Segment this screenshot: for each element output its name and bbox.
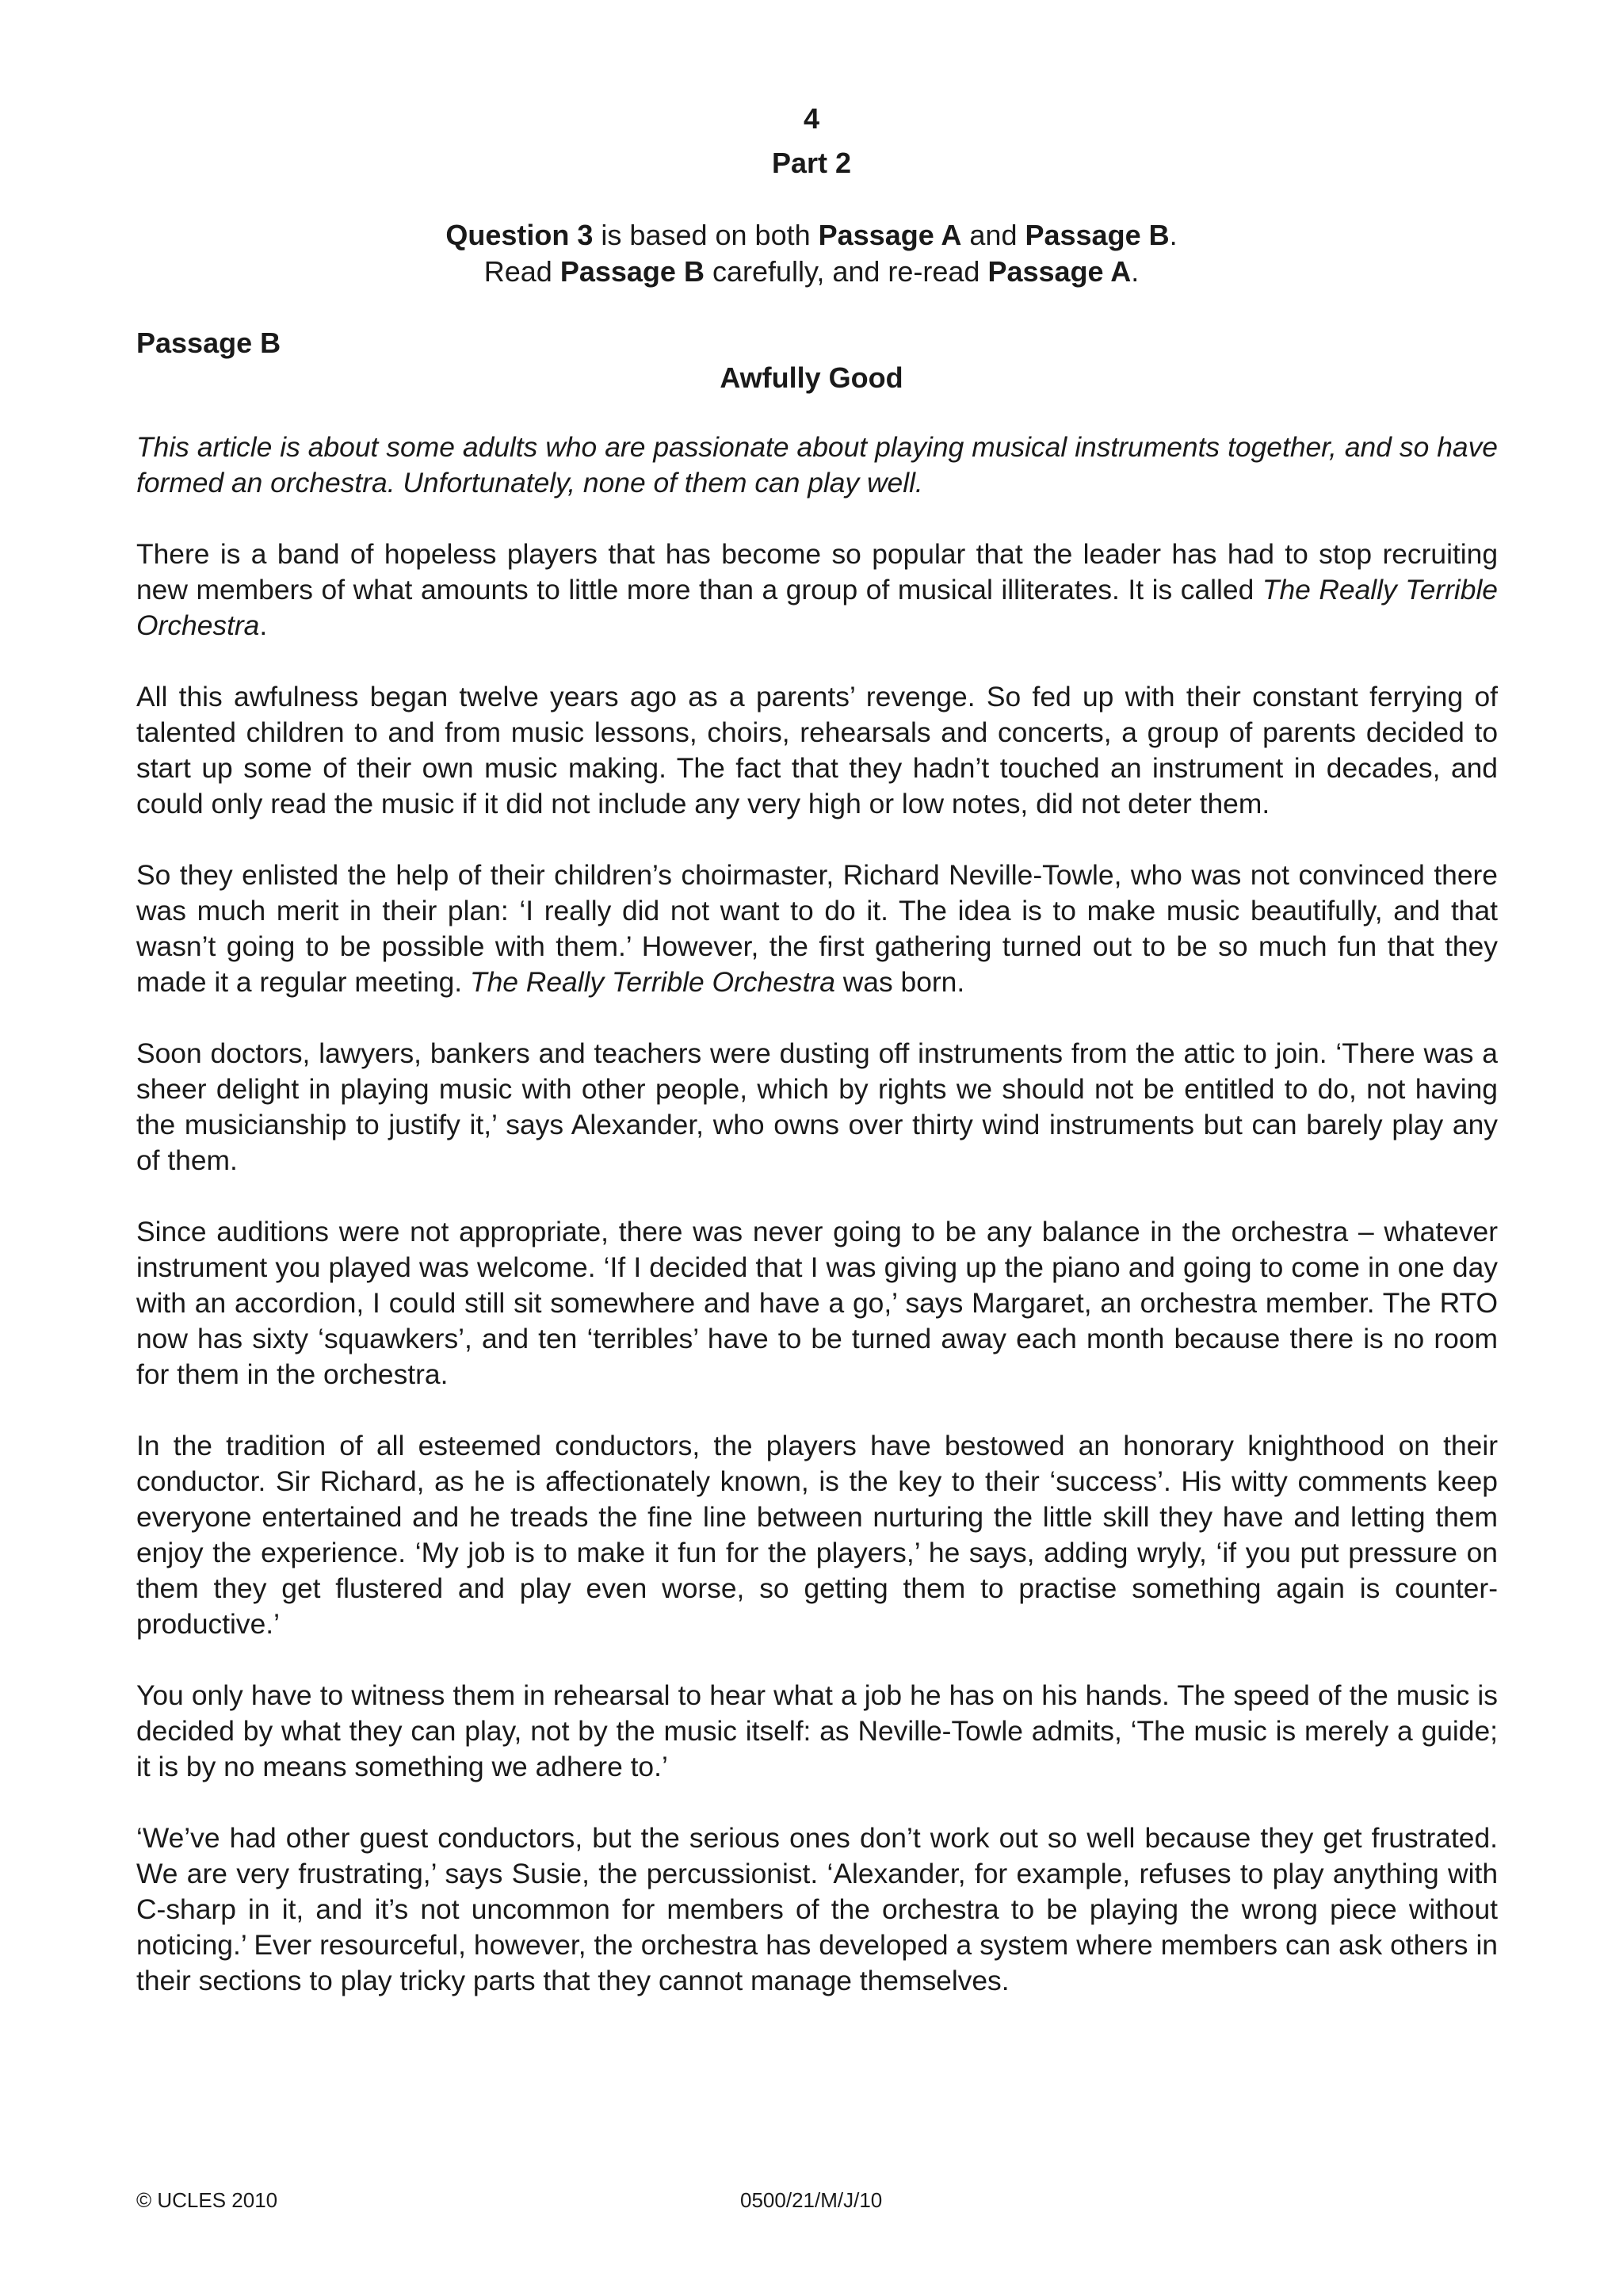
orchestra-name: The Really Terrible Orchestra bbox=[136, 574, 1498, 641]
instructions bbox=[0, 217, 1623, 290]
paragraph-text: There is a band of hopeless players that has become so popular that the leader has had to stop recruiting new members of what amounts to little more than a group of musical illiterates. It is called bbox=[136, 538, 1498, 606]
passage-body bbox=[136, 430, 1498, 2034]
paragraph-5: Since auditions were not appropriate, there was never going to be any balance in the orchestra – whatever instrument you played was welcome. ‘If I decided that I was giving up the piano and going to come in one day with an accordion, I could still sit somewhere and have a go,’ says Margaret, an orchestra member. The RTO now has sixty ‘squawkers’, and ten ‘terribles’ have to be turned away each month because there is no room for them in the orchestra. bbox=[136, 1216, 1498, 1390]
paragraph-2: All this awfulness began twelve years ago as a parents’ revenge. So fed up with their constant ferrying of talented children to and from music lessons, choirs, rehearsals and concerts, a group of parents decided to start up some of their own music making. The fact that they hadn’t touched an instrument in decades, and could only read the music if it did not include any very high or low notes, did not deter them. bbox=[136, 681, 1498, 819]
instruction-text: . bbox=[1131, 255, 1140, 288]
passage-label: Passage B bbox=[136, 327, 281, 359]
passage-title: Awfully Good bbox=[720, 361, 903, 394]
paragraph-text: was born. bbox=[834, 966, 965, 998]
instruction-text: . bbox=[1169, 219, 1178, 251]
instruction-text: Read bbox=[483, 255, 560, 288]
passage-b-ref: Passage B bbox=[559, 255, 705, 288]
instruction-text: and bbox=[961, 219, 1025, 251]
paragraph-1 bbox=[136, 537, 1498, 644]
instruction-text: carefully, and re-read bbox=[704, 255, 988, 288]
passage-b-ref: Passage B bbox=[1025, 219, 1170, 251]
paragraph-text: So they enlisted the help of their children’s choirmaster, Richard Neville-Towle, who was not convinced there was much merit in their plan: ‘I really did not want to do it. The idea is to make music beautifully, and that wasn’t going to be possible with them.’ However, the first gathering turned out to be so much fun that they made it a regular meeting. bbox=[136, 859, 1498, 998]
instruction-text: is based on both bbox=[593, 219, 819, 251]
part-title: Part 2 bbox=[771, 147, 852, 179]
instruction-line-2 bbox=[0, 254, 1623, 290]
paragraph-3 bbox=[136, 858, 1498, 1000]
footer-copyright: © UCLES 2010 bbox=[136, 2188, 278, 2212]
paragraph-6: In the tradition of all esteemed conductors, the players have bestowed an honorary knighthood on their conductor. Sir Richard, as he is affectionately known, is the key to their ‘success’. His witty comments keep everyone entertained and he treads the fine line between nurturing the little skill they have and letting them enjoy the experience. ‘My job is to make it fun for the players,’ he says, adding wryly, ‘if you put pressure on them they get flustered and play even worse, so getting them to practise something again is counter-productive.’ bbox=[136, 1430, 1498, 1640]
paragraph-8: ‘We’ve had other guest conductors, but the serious ones don’t work out so well because they get frustrated. We are very frustrating,’ says Susie, the percussionist. ‘Alexander, for example, refuses to play anything with C-sharp in it, and it’s not uncommon for members of the orchestra to be playing the wrong piece without noticing.’ Ever resourceful, however, the orchestra has developed a system where members can ask others in their sections to play tricky parts that they cannot manage themselves. bbox=[136, 1822, 1498, 1996]
question-ref: Question 3 bbox=[445, 219, 594, 251]
passage-a-ref: Passage A bbox=[818, 219, 962, 251]
passage-a-ref: Passage A bbox=[987, 255, 1132, 288]
passage-intro: This article is about some adults who are passionate about playing musical instruments together, and so have formed an orchestra. Unfortunately, none of them can play well. bbox=[136, 431, 1498, 499]
footer-paper-code: 0500/21/M/J/10 bbox=[740, 2188, 883, 2212]
paragraph-7: You only have to witness them in rehearsal to hear what a job he has on his hands. The speed of the music is decided by what they can play, not by the music itself: as Neville-Towle admits, ‘The music is merely a guide; it is by no means something we adhere to.’ bbox=[136, 1679, 1498, 1782]
orchestra-name: The Really Terrible Orchestra bbox=[469, 966, 835, 998]
paragraph-text: . bbox=[259, 609, 268, 641]
page-number: 4 bbox=[803, 102, 820, 135]
instruction-line-1 bbox=[0, 217, 1623, 254]
paragraph-4: Soon doctors, lawyers, bankers and teachers were dusting off instruments from the attic to join. ‘There was a sheer delight in playing music with other people, which by rights we should not be entitled to do, not having the musicianship to justify it,’ says Alexander, who owns over thirty wind instruments but can barely play any of them. bbox=[136, 1037, 1498, 1176]
